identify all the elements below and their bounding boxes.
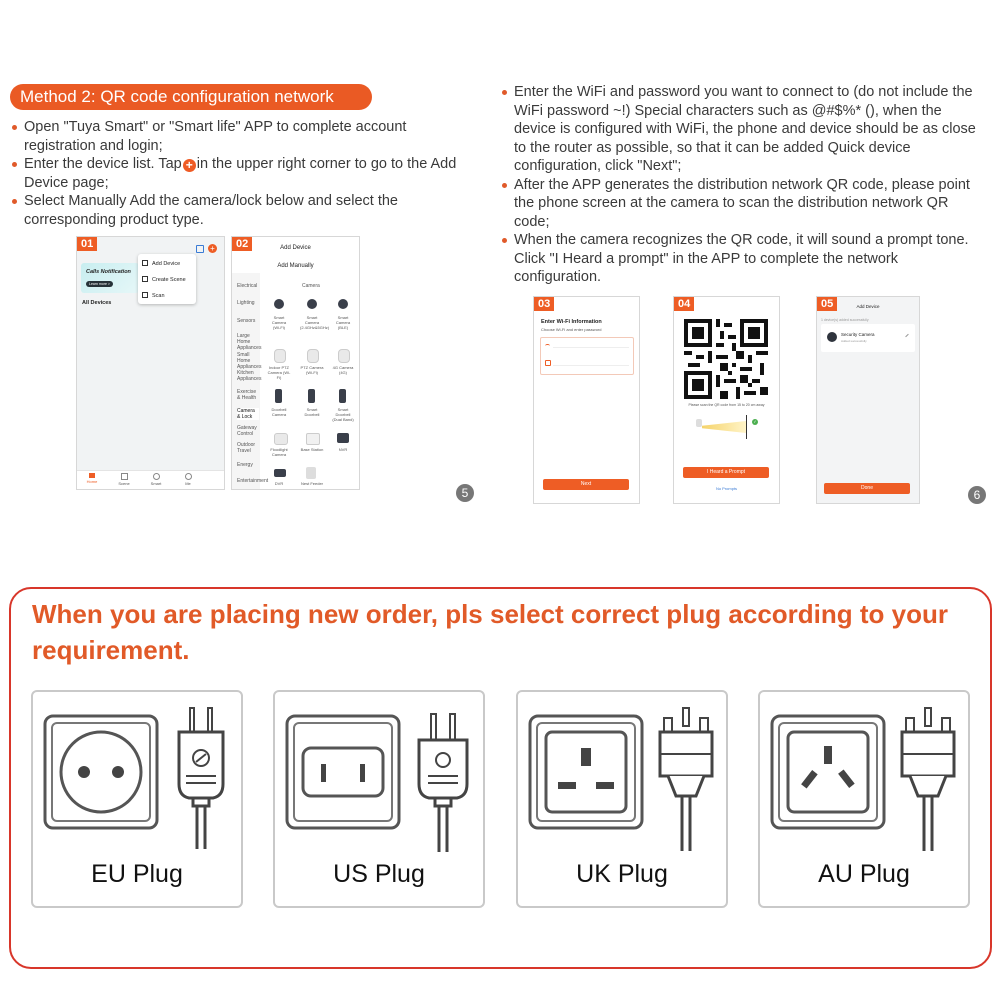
device-icon[interactable] [274, 469, 286, 477]
scan-beam [702, 421, 746, 433]
category-lighting[interactable]: Lighting [237, 300, 255, 306]
learn-more-button[interactable]: Learn more > [86, 281, 113, 287]
device-label: Smart Camera (2.4GHz&5GHz) [300, 315, 330, 330]
smart-tab-icon [153, 473, 160, 480]
screen-03 [533, 296, 640, 504]
uk-socket-icon [526, 712, 646, 832]
device-icon[interactable] [338, 349, 350, 363]
scan-icon [142, 292, 148, 298]
step-2: Enter the device list. Tap + in the upper right corner to go to the Add Device page; [12, 155, 457, 192]
device-status: Added successfully [841, 339, 867, 343]
us-plug-icon [413, 712, 473, 857]
uk-plug-icon [654, 706, 718, 856]
device-icon[interactable] [308, 389, 315, 403]
plug-card-au[interactable] [758, 690, 970, 908]
right-steps [502, 83, 982, 287]
step-badge-02: 02 [232, 237, 252, 251]
home-plus-icon[interactable]: + [208, 244, 217, 253]
device-label: Smart Doorbell [304, 407, 320, 417]
device-icon[interactable] [337, 433, 349, 443]
tab-me[interactable]: Me [181, 473, 195, 487]
category-large-home[interactable]: Large Home Appliances [237, 333, 262, 351]
plug-label-eu: EU Plug [91, 860, 183, 888]
step-badge-04: 04 [674, 297, 694, 311]
add-device-title-05: Add Device [856, 304, 880, 309]
add-device-title: Add Device [280, 245, 311, 251]
device-icon[interactable] [275, 389, 282, 403]
plug-label-au: AU Plug [818, 860, 910, 888]
page-number-5: 5 [456, 484, 474, 502]
category-electrical[interactable]: Electrical [237, 283, 258, 289]
device-label: 4G Camera (4G) [332, 365, 354, 375]
edit-icon[interactable] [905, 334, 909, 338]
calls-card-title: Calls Notification [86, 269, 131, 275]
device-card[interactable] [821, 324, 915, 352]
plug-label-us: US Plug [333, 860, 425, 888]
add-device-icon [142, 260, 148, 266]
device-icon[interactable] [274, 299, 284, 309]
category-energy[interactable]: Energy [237, 462, 253, 468]
device-icon[interactable] [307, 349, 319, 363]
camera-column-header: Camera [302, 283, 320, 289]
wifi-password-input[interactable] [553, 365, 629, 366]
device-label: Indoor PTZ Camera (Wi-Fi) [267, 365, 291, 380]
tab-scene[interactable]: Scene [117, 473, 131, 487]
device-label: Doorbell Camera [271, 407, 287, 417]
page-number-6: 6 [968, 486, 986, 504]
wifi-info-subtitle: Choose Wi-Fi and enter password [541, 327, 602, 332]
device-label: Smart Doorbell (Dual Band) [332, 407, 354, 422]
menu-add-device[interactable]: Add Device [142, 260, 180, 267]
right-step-1: Enter the WiFi and password you want to connect to (do not include the WiFi password ~!) Special characters such as @#$%* (), when the device is configured with WiFi, the phone and device should be as close to the router as possible, so that it can be added Quick device configuration, click "Next"; [502, 83, 982, 176]
scene-tab-icon [121, 473, 128, 480]
calls-card[interactable] [81, 263, 139, 293]
au-plug-icon [896, 706, 960, 856]
au-socket-icon [768, 712, 888, 832]
scene-icon [142, 276, 148, 282]
device-icon[interactable] [339, 389, 346, 403]
plug-label-uk: UK Plug [576, 860, 668, 888]
add-manually-label: Add Manually [277, 263, 314, 269]
category-kitchen[interactable]: Kitchen Appliances [237, 370, 262, 382]
wifi-icon [545, 344, 550, 348]
qr-code [684, 319, 768, 399]
wifi-ssid-input[interactable] [553, 347, 629, 348]
eu-socket-icon [41, 712, 161, 832]
all-devices-label: All Devices [82, 300, 112, 306]
menu-scan[interactable]: Scan [142, 292, 165, 299]
next-button[interactable]: Next [543, 479, 629, 490]
step-1: Open "Tuya Smart" or "Smart life" APP to complete account registration and login; [12, 118, 457, 155]
device-icon[interactable] [274, 349, 286, 363]
plug-card-us[interactable] [273, 690, 485, 908]
category-small-home[interactable]: Small Home Appliances [237, 352, 262, 370]
heard-prompt-button[interactable]: I Heard a Prompt [683, 467, 769, 478]
plus-icon: + [183, 159, 196, 172]
tab-bar [77, 470, 224, 489]
screen-05 [816, 296, 920, 504]
device-label: Smart Camera (BLE) [335, 315, 351, 330]
device-icon[interactable] [307, 299, 317, 309]
wifi-form [540, 337, 634, 375]
method-title: Method 2: QR code configuration network [10, 84, 372, 110]
us-socket-icon [283, 712, 403, 832]
right-step-3: When the camera recognizes the QR code, it will sound a prompt tone. Click "I Heard a prompt" in the APP to complete the network configuration. [502, 231, 982, 287]
method-steps [12, 118, 457, 229]
device-label: NVR [338, 447, 348, 452]
device-label: Floodlight Camera [270, 447, 288, 457]
device-label: Base Station [300, 447, 324, 452]
eu-plug-icon [171, 704, 231, 854]
me-tab-icon [185, 473, 192, 480]
step-3: Select Manually Add the camera/lock below and select the corresponding product type. [12, 192, 457, 229]
device-icon[interactable] [306, 467, 316, 479]
device-label: Nest Feeder [300, 481, 323, 486]
menu-create-scene[interactable]: Create Scene [142, 276, 186, 283]
step-badge-03: 03 [534, 297, 554, 311]
camera-icon [696, 419, 702, 427]
plug-card-eu[interactable] [31, 690, 243, 908]
home-icon [89, 473, 95, 478]
device-name: Security Camera [841, 332, 875, 337]
plug-notice-title: When you are placing new order, pls select correct plug according to your requirement. [32, 599, 948, 665]
qr-caption: Please scan the QR code from 15 to 20 cm away [688, 403, 765, 407]
add-menu [138, 254, 196, 304]
category-outdoor[interactable]: Outdoor Travel [237, 442, 256, 454]
tab-home[interactable]: Home [85, 473, 99, 485]
step-badge-01: 01 [77, 237, 97, 251]
screen-04 [673, 296, 780, 504]
phone-edge [746, 415, 747, 439]
device-icon[interactable] [338, 299, 348, 309]
screen-02 [231, 236, 360, 490]
right-step-2: After the APP generates the distribution network QR code, please point the phone screen at the camera to scan the distribution network QR code; [502, 176, 982, 232]
wifi-info-title: Enter Wi-Fi Information [541, 319, 602, 325]
check-icon: ✓ [753, 419, 757, 424]
plug-card-uk[interactable] [516, 690, 728, 908]
device-label: DVR [274, 481, 284, 486]
category-gateway[interactable]: Gateway Control [237, 425, 257, 437]
category-sensors[interactable]: Sensors [237, 318, 256, 324]
category-camera-lock[interactable]: Camera & Lock [237, 408, 259, 420]
device-icon[interactable] [274, 433, 288, 445]
category-entertainment[interactable]: Entertainment [237, 478, 269, 484]
tab-smart[interactable]: Smart [149, 473, 163, 487]
security-camera-icon [827, 332, 837, 342]
category-exercise[interactable]: Exercise & Health [237, 389, 257, 401]
lock-icon [545, 360, 551, 366]
done-button[interactable]: Done [824, 483, 910, 494]
device-icon[interactable] [306, 433, 320, 445]
no-prompts-link[interactable]: No Prompts [715, 486, 738, 491]
added-note: 1 device(s) added successfully [821, 318, 869, 322]
device-label: PTZ Camera (Wi-Fi) [300, 365, 324, 375]
scan-illustration [694, 413, 764, 443]
scan-small-icon[interactable] [196, 245, 204, 253]
screen-01 [76, 236, 225, 490]
step-badge-05: 05 [817, 297, 837, 311]
device-label: Smart Camera (Wi-Fi) [271, 315, 287, 330]
